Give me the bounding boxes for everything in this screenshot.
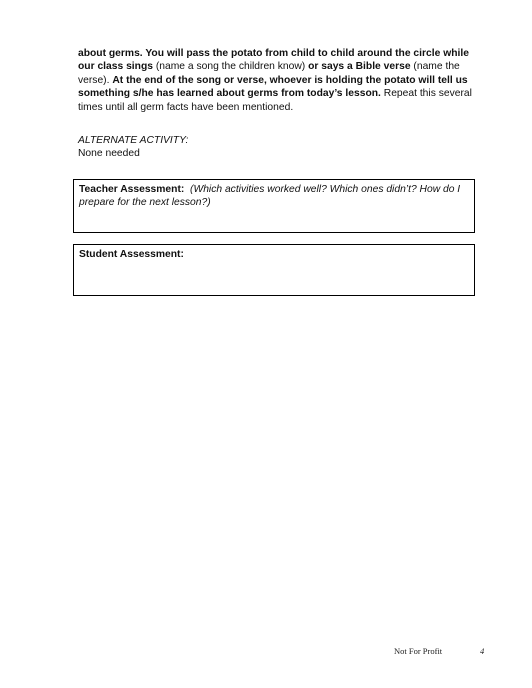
paragraph-bold-1: about germs. You will pass the potato from child to child around the circle while our class sings bbox=[78, 48, 469, 73]
activity-paragraph bbox=[78, 47, 488, 114]
page-number: 4 bbox=[480, 646, 485, 656]
teacher-assessment-box bbox=[73, 179, 475, 233]
paragraph-text-1: (name a song the children know) bbox=[152, 61, 309, 73]
footer-note: Not For Profit bbox=[394, 646, 443, 656]
student-assessment-box bbox=[73, 244, 475, 296]
paragraph-text-2: (name the verse). bbox=[78, 61, 460, 86]
paragraph-text-3: Repeat this several times until all germ facts have been mentioned. bbox=[78, 88, 472, 113]
alternate-activity-heading: ALTERNATE ACTIVITY: bbox=[78, 135, 189, 146]
teacher-assessment-prompt: (Which activities worked well? Which ones didn’t? How do I prepare for the next lesson?) bbox=[79, 184, 461, 208]
alternate-activity-body: None needed bbox=[78, 148, 140, 159]
teacher-assessment-label: Teacher Assessment: bbox=[79, 184, 185, 195]
student-assessment-label: Student Assessment: bbox=[79, 249, 184, 260]
paragraph-bold-3: At the end of the song or verse, whoever is holding the potato will tell us something s/he has learned about germs from today’s lesson. bbox=[78, 74, 468, 100]
paragraph-bold-2: or says a Bible verse bbox=[308, 61, 411, 73]
